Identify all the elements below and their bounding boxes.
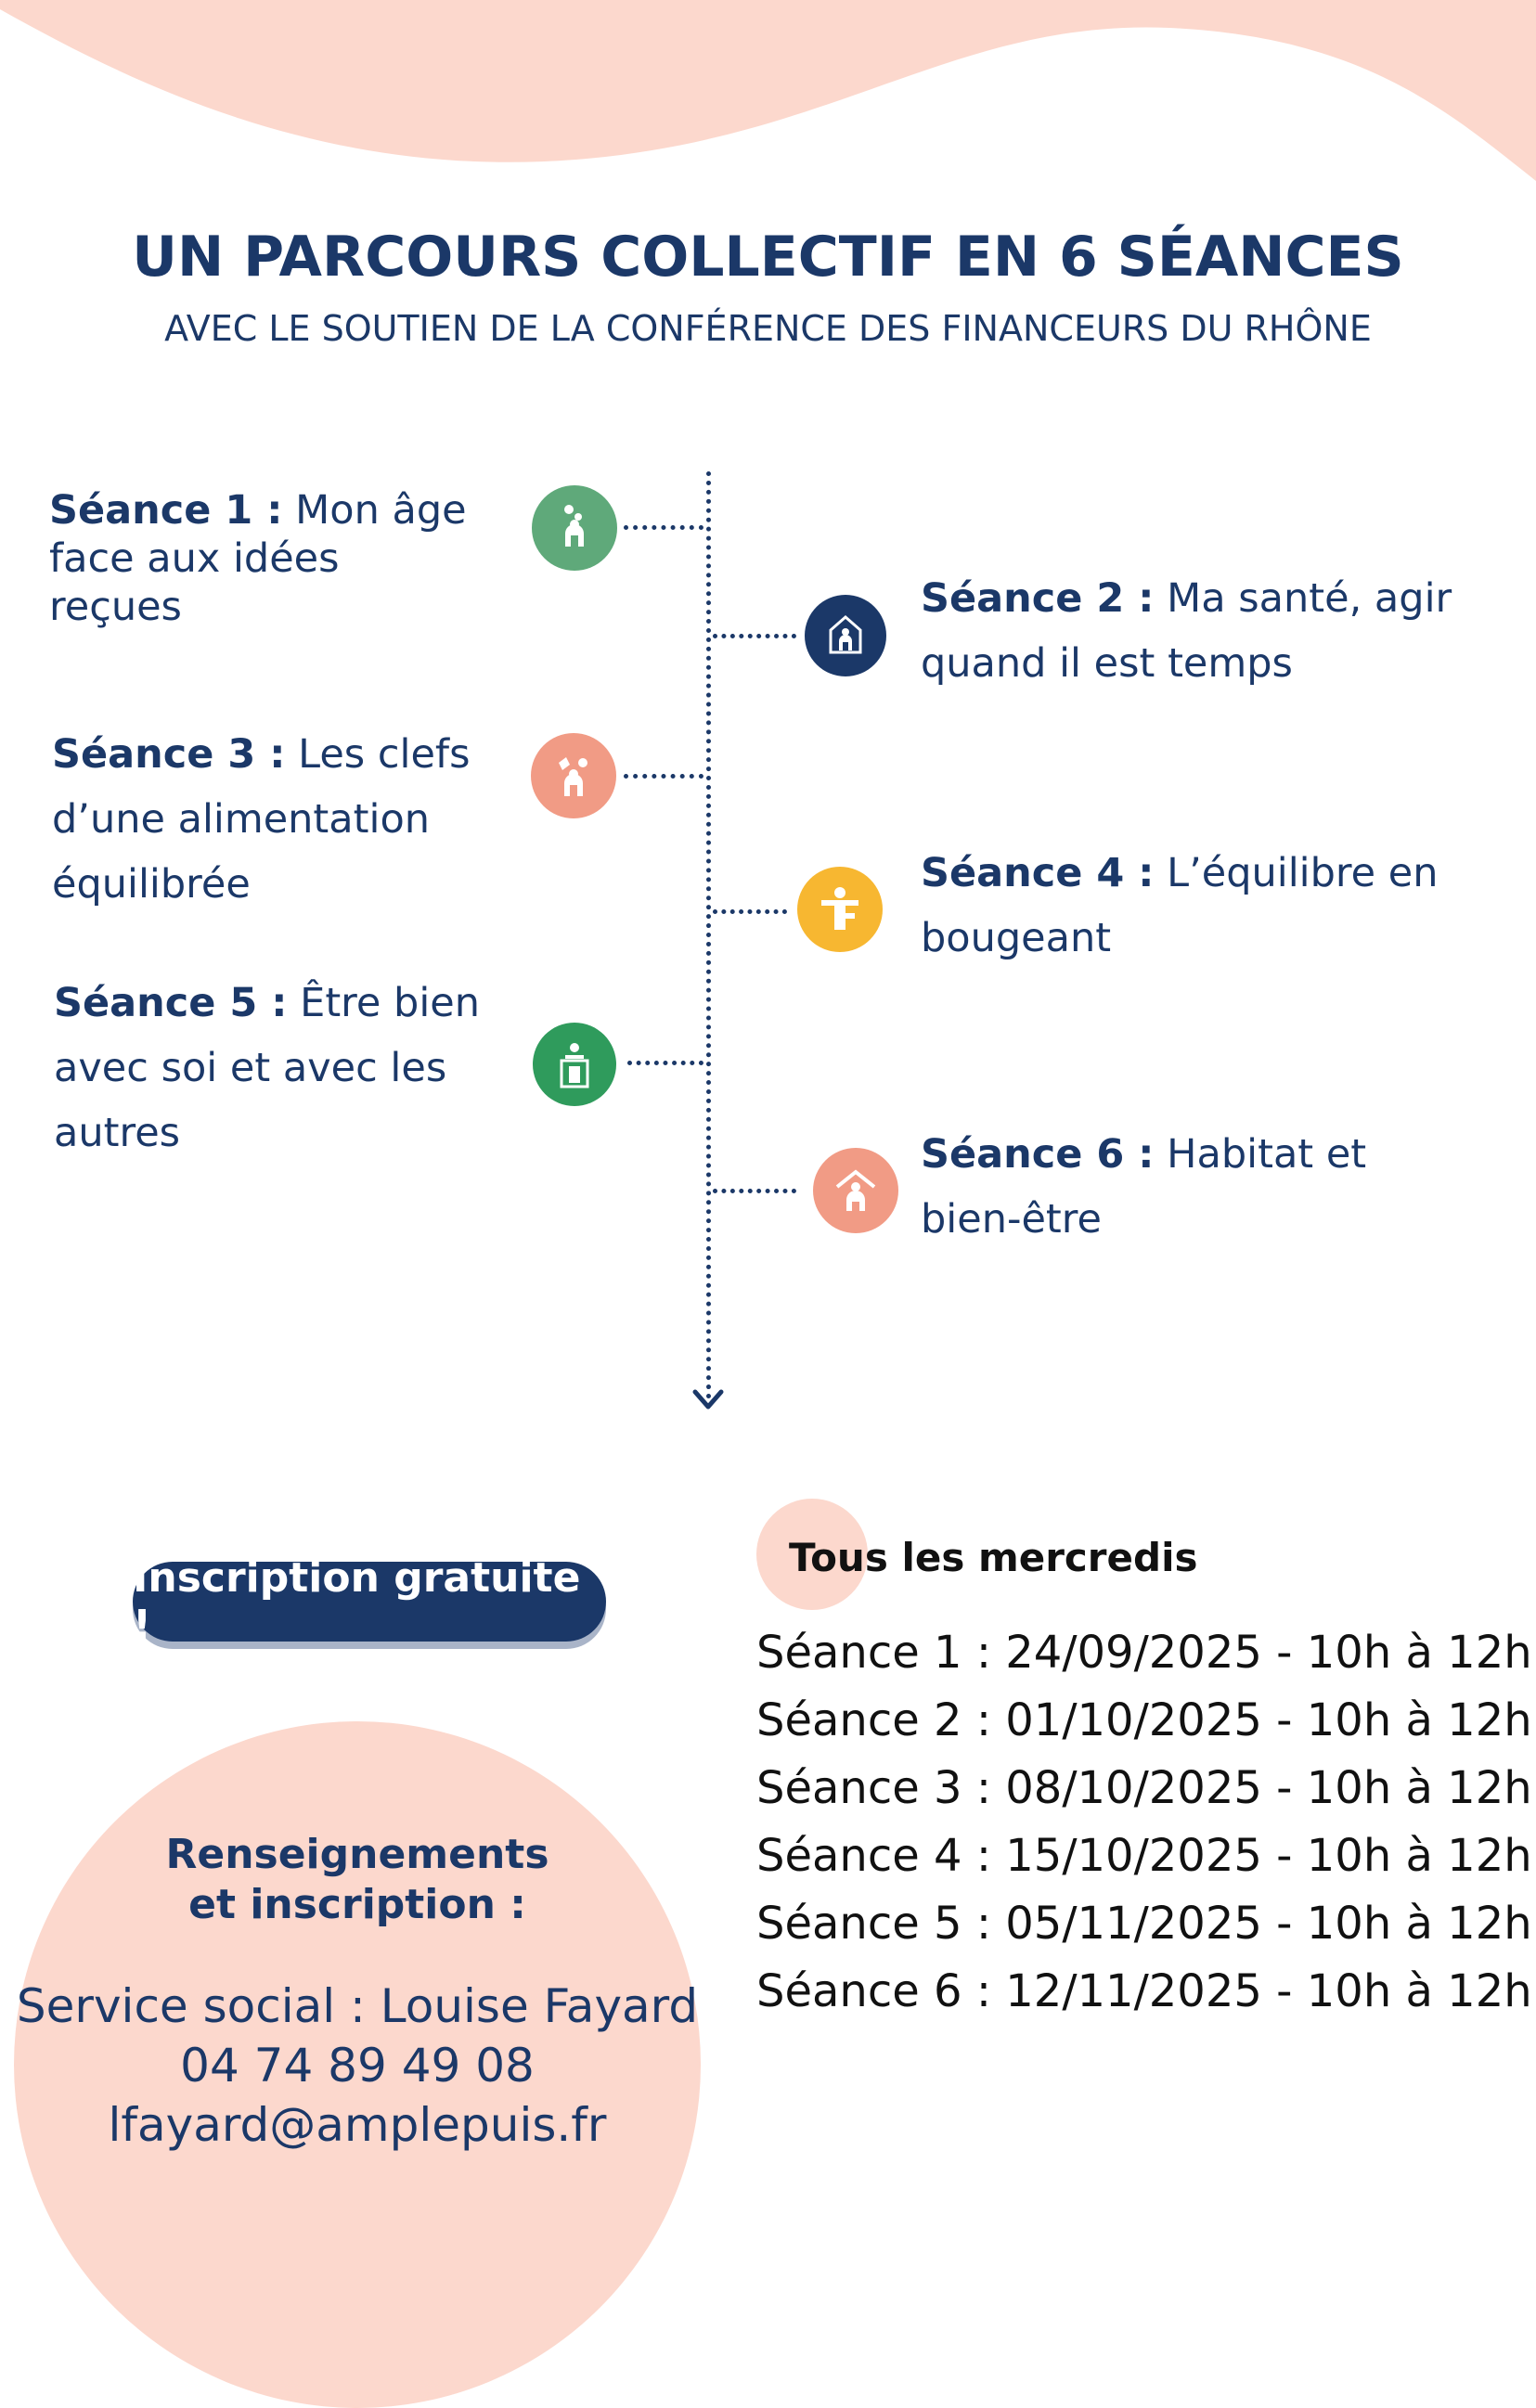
timeline-connector [624,774,703,779]
seance-6-text: Séance 6 : Habitat et bien-être [921,1131,1367,1243]
page-subtitle: AVEC LE SOUTIEN DE LA CONFÉRENCE DES FINANCEURS DU RHÔNE [164,308,1372,349]
schedule-item: Séance 4 : 15/10/2025 - 10h à 12h [756,1830,1532,1882]
contact-details [0,1977,715,2155]
chevron-down-icon [691,1388,725,1412]
timeline-connector [624,525,703,530]
free-registration-badge: Inscription gratuite ! [133,1562,606,1642]
schedule-heading: Tous les mercredis [789,1535,1198,1580]
seance-1-text: Séance 1 : Mon âge face aux idées reçues [49,487,467,630]
person-roof-icon [813,1148,898,1233]
seance-2-text: Séance 2 : Ma santé, agir quand il est temps [921,575,1452,687]
person-house-icon [805,595,886,676]
contact-email: lfayard@amplepuis.fr [108,2098,607,2152]
seance-3-text: Séance 3 : Les clefs d’une alimentation équilibrée [52,731,471,908]
contact-service: Service social : Louise Fayard [16,1979,699,2033]
timeline-connector [713,909,787,914]
person-frame-icon [533,1023,616,1106]
schedule-item: Séance 5 : 05/11/2025 - 10h à 12h [756,1898,1532,1950]
schedule-item: Séance 6 : 12/11/2025 - 10h à 12h [756,1965,1532,2017]
schedule-item: Séance 3 : 08/10/2025 - 10h à 12h [756,1762,1532,1814]
timeline-line [706,471,711,1399]
person-moving-icon [797,867,883,952]
seance-5-text: Séance 5 : Être bien avec soi et avec les autres [54,980,480,1156]
person-bubbles-icon [532,485,617,571]
contact-title: Renseignements et inscription : [165,1831,549,1928]
decorative-wave [0,0,1536,186]
schedule-item: Séance 2 : 01/10/2025 - 10h à 12h [756,1694,1532,1746]
seance-4-text: Séance 4 : L’équilibre en bougeant [921,850,1439,961]
timeline-connector [713,634,796,638]
schedule-list [756,1619,1532,2026]
timeline-connector [627,1061,703,1065]
contact-phone: 04 74 89 49 08 [180,2039,535,2093]
page-title: UN PARCOURS COLLECTIF EN 6 SÉANCES [132,225,1404,290]
person-food-icon [531,733,616,818]
schedule-item: Séance 1 : 24/09/2025 - 10h à 12h [756,1627,1532,1679]
timeline-connector [713,1189,796,1193]
